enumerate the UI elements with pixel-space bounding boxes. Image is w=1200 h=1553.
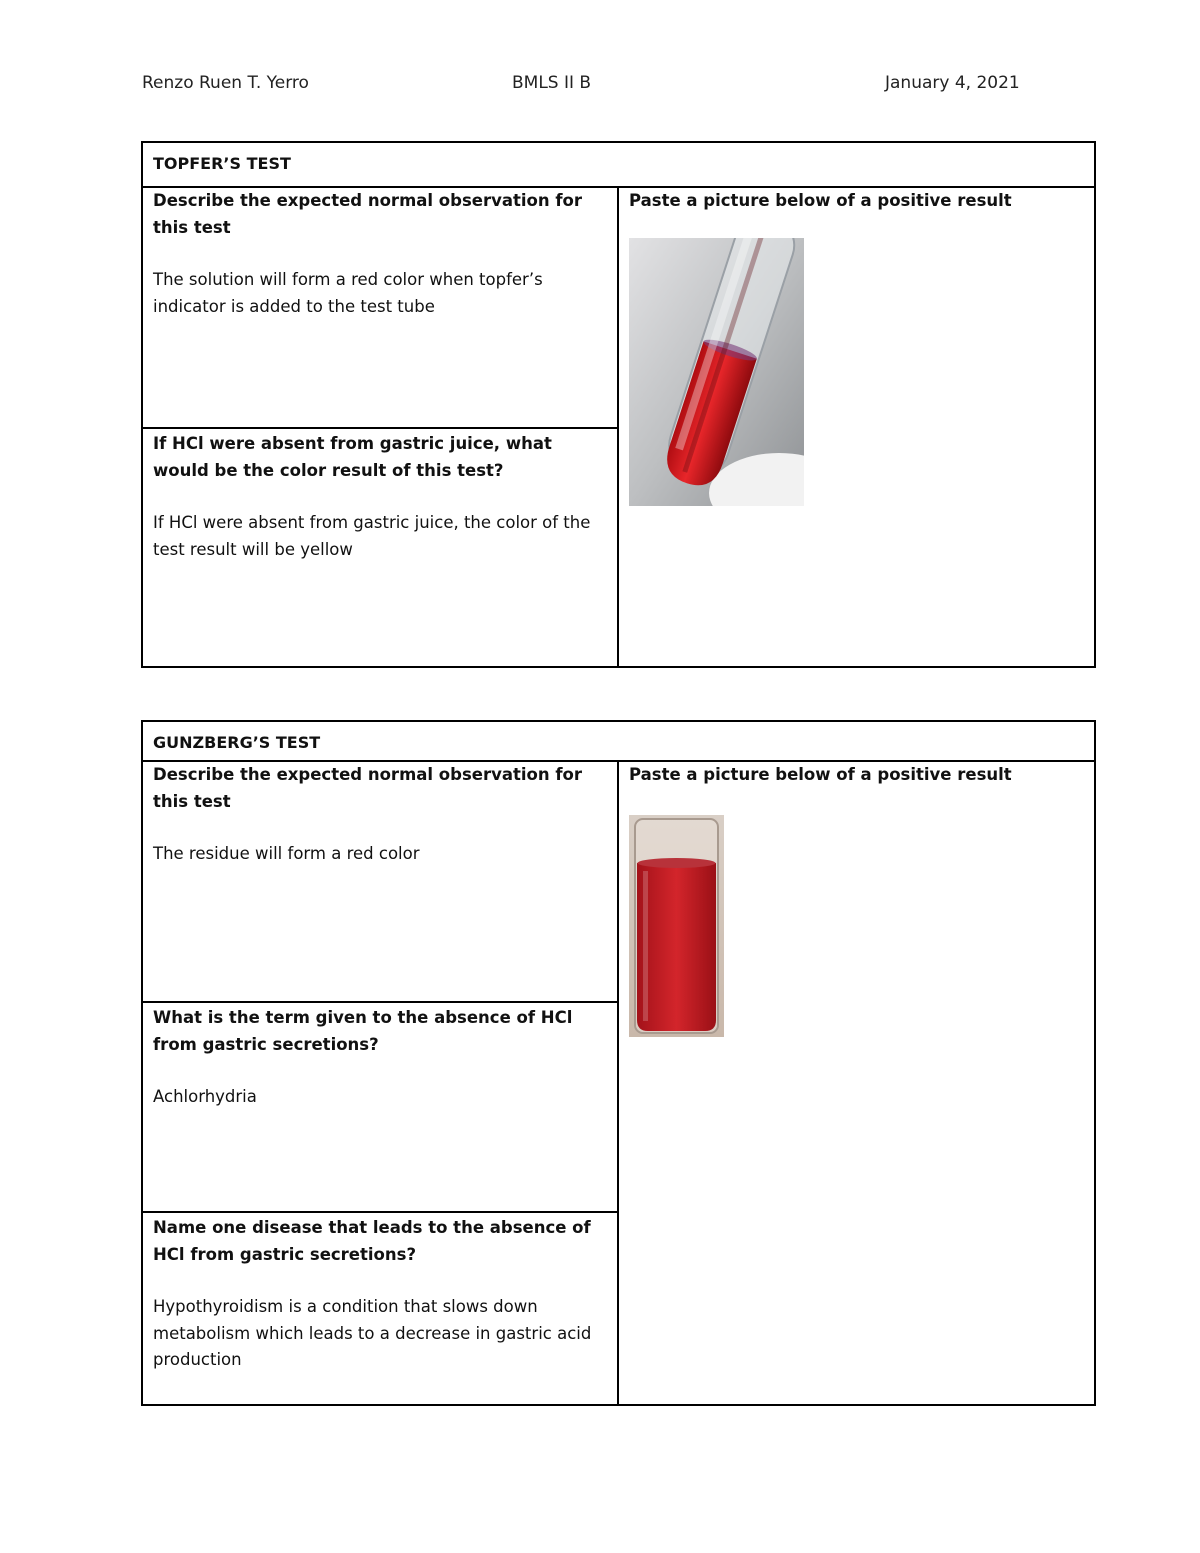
gunzberg-disease-question: Name one disease that leads to the absence of HCl from gastric secretions?: [153, 1218, 591, 1264]
gunzberg-disease-cell: [143, 1211, 617, 1404]
red-vial-photo: [629, 815, 724, 1037]
gunzberg-term-cell: [143, 1001, 617, 1211]
gunzberg-disease-answer: Hypothyroidism is a condition that slows down metabolism which leads to a decrease in gastric acid production: [153, 1297, 592, 1369]
gunzberg-term-question: What is the term given to the absence of HCl from gastric secretions?: [153, 1008, 573, 1054]
gunzberg-test-table: [141, 720, 1096, 1406]
topfer-picture-column: [619, 186, 1094, 666]
class-section: BMLS II B: [512, 73, 592, 93]
topfer-absence-cell: [143, 427, 617, 666]
topfer-test-table: [141, 141, 1096, 668]
gunzberg-questions-column: [143, 760, 619, 1404]
topfer-paste-label: Paste a picture below of a positive result: [629, 191, 1012, 210]
document-date: January 4, 2021: [885, 73, 1020, 93]
gunzberg-paste-label: Paste a picture below of a positive result: [629, 765, 1012, 784]
gunzberg-observation-question: Describe the expected normal observation for this test: [153, 765, 582, 811]
gunzberg-observation-cell: [143, 760, 617, 1001]
red-test-tube-photo: [629, 238, 804, 506]
author-name: Renzo Ruen T. Yerro: [142, 73, 309, 93]
gunzberg-term-answer: Achlorhydria: [153, 1087, 257, 1106]
topfer-test-title: TOPFER’S TEST: [143, 143, 1094, 188]
gunzberg-test-title: GUNZBERG’S TEST: [143, 722, 1094, 762]
topfer-observation-answer: The solution will form a red color when topfer’s indicator is added to the test tube: [153, 270, 543, 316]
topfer-absence-answer: If HCl were absent from gastric juice, the color of the test result will be yellow: [153, 513, 591, 559]
topfer-observation-question: Describe the expected normal observation for this test: [153, 191, 582, 237]
topfer-observation-cell: [143, 186, 617, 427]
gunzberg-observation-answer: The residue will form a red color: [153, 844, 420, 863]
topfer-absence-question: If HCl were absent from gastric juice, what would be the color result of this test?: [153, 434, 552, 480]
gunzberg-picture-column: [619, 760, 1094, 1404]
topfer-questions-column: [143, 186, 619, 666]
